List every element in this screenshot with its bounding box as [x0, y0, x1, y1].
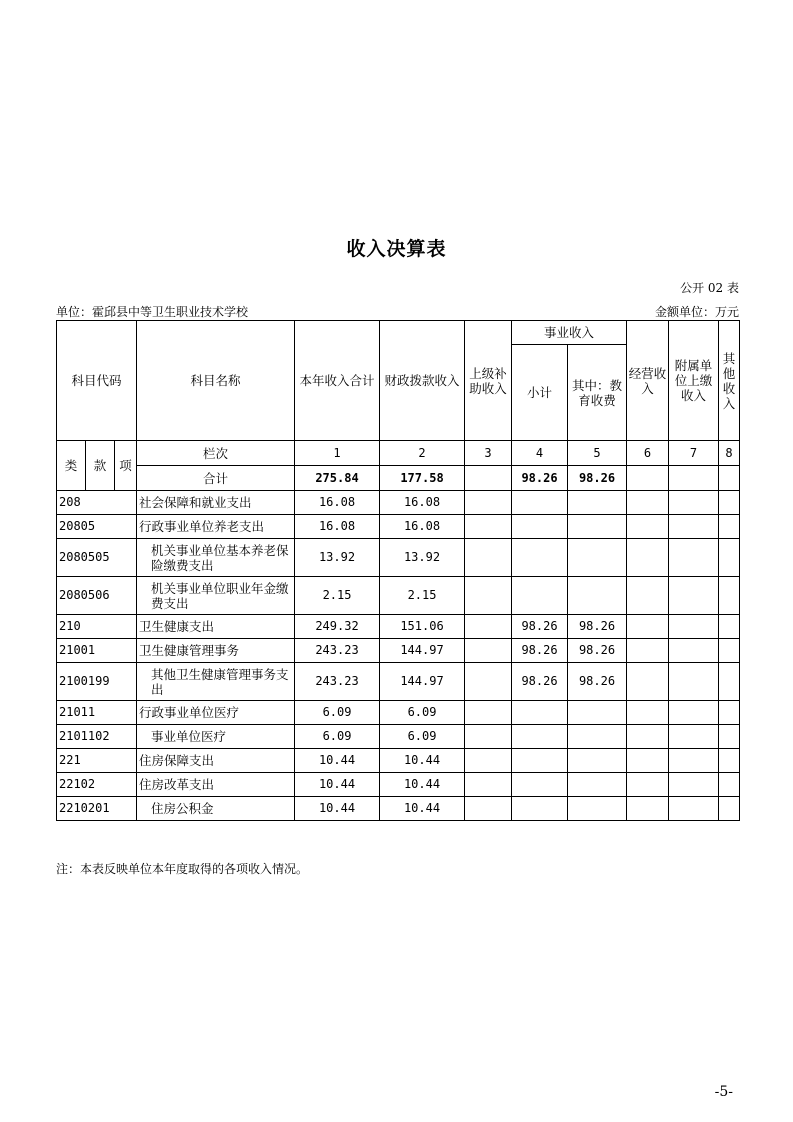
row-value: [719, 577, 740, 615]
row-value: [568, 491, 627, 515]
row-value: 98.26: [512, 615, 568, 639]
row-value: [627, 701, 669, 725]
row-value: [719, 797, 740, 821]
row-value: 98.26: [568, 615, 627, 639]
money-unit: 金额单位：万元: [654, 305, 739, 319]
row-value: [669, 515, 719, 539]
row-value: [465, 749, 512, 773]
row-value: 151.06: [380, 615, 465, 639]
row-value: [568, 539, 627, 577]
row-value: [627, 539, 669, 577]
row-value: [719, 515, 740, 539]
sum-label: 合计: [137, 466, 295, 491]
table-row: [57, 639, 740, 663]
row-value: 16.08: [295, 515, 380, 539]
row-value: [465, 615, 512, 639]
row-value: [465, 725, 512, 749]
row-value: [568, 701, 627, 725]
row-value: [669, 749, 719, 773]
row-value: [627, 773, 669, 797]
row-value: 10.44: [380, 797, 465, 821]
table-row: [57, 663, 740, 701]
row-value: [627, 515, 669, 539]
row-value: 6.09: [295, 725, 380, 749]
row-value: [568, 773, 627, 797]
row-name: 机关事业单位基本养老保险缴费支出: [137, 539, 295, 577]
row-name: 事业单位医疗: [137, 725, 295, 749]
column-label: 栏次: [137, 441, 295, 466]
page-number: -5-: [714, 1084, 733, 1100]
row-value: [512, 797, 568, 821]
table-row: [57, 577, 740, 615]
row-code: 210: [57, 615, 137, 639]
table-row: [57, 749, 740, 773]
header-total: 本年收入合计: [295, 321, 380, 441]
row-value: 6.09: [380, 725, 465, 749]
row-code: 20805: [57, 515, 137, 539]
row-code: 2210201: [57, 797, 137, 821]
table-row: [57, 539, 740, 577]
row-value: [669, 725, 719, 749]
row-value: [512, 577, 568, 615]
table-row: [57, 773, 740, 797]
row-value: [669, 577, 719, 615]
row-value: 10.44: [380, 773, 465, 797]
sum-value: [719, 466, 740, 491]
row-value: [512, 749, 568, 773]
sum-value: 98.26: [512, 466, 568, 491]
unit-name: 单位：霍邱县中等卫生职业技术学校: [56, 305, 249, 319]
row-value: 144.97: [380, 639, 465, 663]
header-subtotal: 小计: [512, 345, 568, 441]
header-lei: 类: [57, 441, 86, 491]
table-row: [57, 615, 740, 639]
table-row: [57, 797, 740, 821]
row-code: 221: [57, 749, 137, 773]
income-table: [56, 320, 740, 821]
header-other: 其他收入: [719, 321, 740, 441]
row-value: [719, 663, 740, 701]
row-name: 住房公积金: [137, 797, 295, 821]
row-name: 住房保障支出: [137, 749, 295, 773]
sum-value: 98.26: [568, 466, 627, 491]
row-value: [465, 773, 512, 797]
row-value: [627, 797, 669, 821]
row-value: 249.32: [295, 615, 380, 639]
row-code: 21001: [57, 639, 137, 663]
row-value: 98.26: [512, 663, 568, 701]
row-value: [669, 639, 719, 663]
row-value: [719, 701, 740, 725]
row-value: [568, 725, 627, 749]
column-number: 1: [295, 441, 380, 466]
sum-value: [627, 466, 669, 491]
row-value: [627, 639, 669, 663]
header-xiang: 项: [115, 441, 137, 491]
sum-value: 275.84: [295, 466, 380, 491]
row-value: 243.23: [295, 663, 380, 701]
table-note: 注：本表反映单位本年度取得的各项收入情况。: [56, 862, 309, 876]
row-value: [719, 615, 740, 639]
sum-value: [669, 466, 719, 491]
row-value: [465, 577, 512, 615]
row-value: [719, 539, 740, 577]
row-value: 2.15: [295, 577, 380, 615]
header-name: 科目名称: [137, 321, 295, 441]
row-value: [627, 615, 669, 639]
row-name: 卫生健康支出: [137, 615, 295, 639]
row-value: [669, 701, 719, 725]
row-value: [568, 749, 627, 773]
table-row: [57, 701, 740, 725]
row-value: 243.23: [295, 639, 380, 663]
row-name: 社会保障和就业支出: [137, 491, 295, 515]
column-number: 6: [627, 441, 669, 466]
row-value: [719, 725, 740, 749]
column-number: 4: [512, 441, 568, 466]
row-name: 其他卫生健康管理事务支出: [137, 663, 295, 701]
row-value: [719, 749, 740, 773]
row-value: [627, 663, 669, 701]
row-value: [512, 701, 568, 725]
row-value: [465, 701, 512, 725]
row-value: [568, 577, 627, 615]
row-value: [465, 797, 512, 821]
column-number: 5: [568, 441, 627, 466]
row-value: [512, 515, 568, 539]
row-value: 13.92: [380, 539, 465, 577]
sum-value: 177.58: [380, 466, 465, 491]
header-edu-fee: 其中：教育收费: [568, 345, 627, 441]
row-name: 行政事业单位医疗: [137, 701, 295, 725]
row-code: 2100199: [57, 663, 137, 701]
header-code: 科目代码: [57, 321, 137, 441]
row-name: 卫生健康管理事务: [137, 639, 295, 663]
row-code: 22102: [57, 773, 137, 797]
row-value: [512, 773, 568, 797]
row-value: [627, 725, 669, 749]
row-value: [465, 491, 512, 515]
header-affiliated: 附属单位上缴收入: [669, 321, 719, 441]
row-value: 10.44: [295, 773, 380, 797]
row-name: 住房改革支出: [137, 773, 295, 797]
row-value: 98.26: [568, 639, 627, 663]
row-value: [669, 663, 719, 701]
row-value: 10.44: [295, 749, 380, 773]
column-number: 3: [465, 441, 512, 466]
form-number: 公开 02 表: [680, 281, 739, 295]
row-value: 16.08: [380, 491, 465, 515]
row-code: 2101102: [57, 725, 137, 749]
column-number: 8: [719, 441, 740, 466]
header-fiscal: 财政拨款收入: [380, 321, 465, 441]
row-value: [627, 749, 669, 773]
row-value: [512, 725, 568, 749]
row-value: 16.08: [295, 491, 380, 515]
row-value: 6.09: [380, 701, 465, 725]
row-value: [627, 577, 669, 615]
row-value: 2.15: [380, 577, 465, 615]
sum-value: [465, 466, 512, 491]
row-value: [627, 491, 669, 515]
header-career: 事业收入: [512, 321, 627, 345]
row-value: [669, 491, 719, 515]
row-name: 机关事业单位职业年金缴费支出: [137, 577, 295, 615]
row-value: [719, 491, 740, 515]
row-value: [465, 663, 512, 701]
row-value: [465, 639, 512, 663]
table-row: [57, 725, 740, 749]
row-name: 行政事业单位养老支出: [137, 515, 295, 539]
row-value: 16.08: [380, 515, 465, 539]
row-value: [568, 515, 627, 539]
column-number: 7: [669, 441, 719, 466]
row-value: 98.26: [512, 639, 568, 663]
table-row: [57, 491, 740, 515]
row-value: 13.92: [295, 539, 380, 577]
row-value: [512, 491, 568, 515]
row-value: [465, 515, 512, 539]
header-superior: 上级补助收入: [465, 321, 512, 441]
row-code: 2080505: [57, 539, 137, 577]
row-value: [669, 797, 719, 821]
column-number: 2: [380, 441, 465, 466]
row-code: 208: [57, 491, 137, 515]
row-value: 98.26: [568, 663, 627, 701]
row-value: 6.09: [295, 701, 380, 725]
row-value: 10.44: [380, 749, 465, 773]
row-value: [669, 773, 719, 797]
row-value: [719, 773, 740, 797]
header-business: 经营收入: [627, 321, 669, 441]
row-value: [669, 539, 719, 577]
row-value: [465, 539, 512, 577]
row-code: 2080506: [57, 577, 137, 615]
row-value: 144.97: [380, 663, 465, 701]
row-value: 10.44: [295, 797, 380, 821]
header-kuan: 款: [86, 441, 115, 491]
table-row: [57, 515, 740, 539]
row-code: 21011: [57, 701, 137, 725]
row-value: [719, 639, 740, 663]
row-value: [512, 539, 568, 577]
row-value: [568, 797, 627, 821]
row-value: [669, 615, 719, 639]
page-title: 收入决算表: [346, 238, 447, 260]
